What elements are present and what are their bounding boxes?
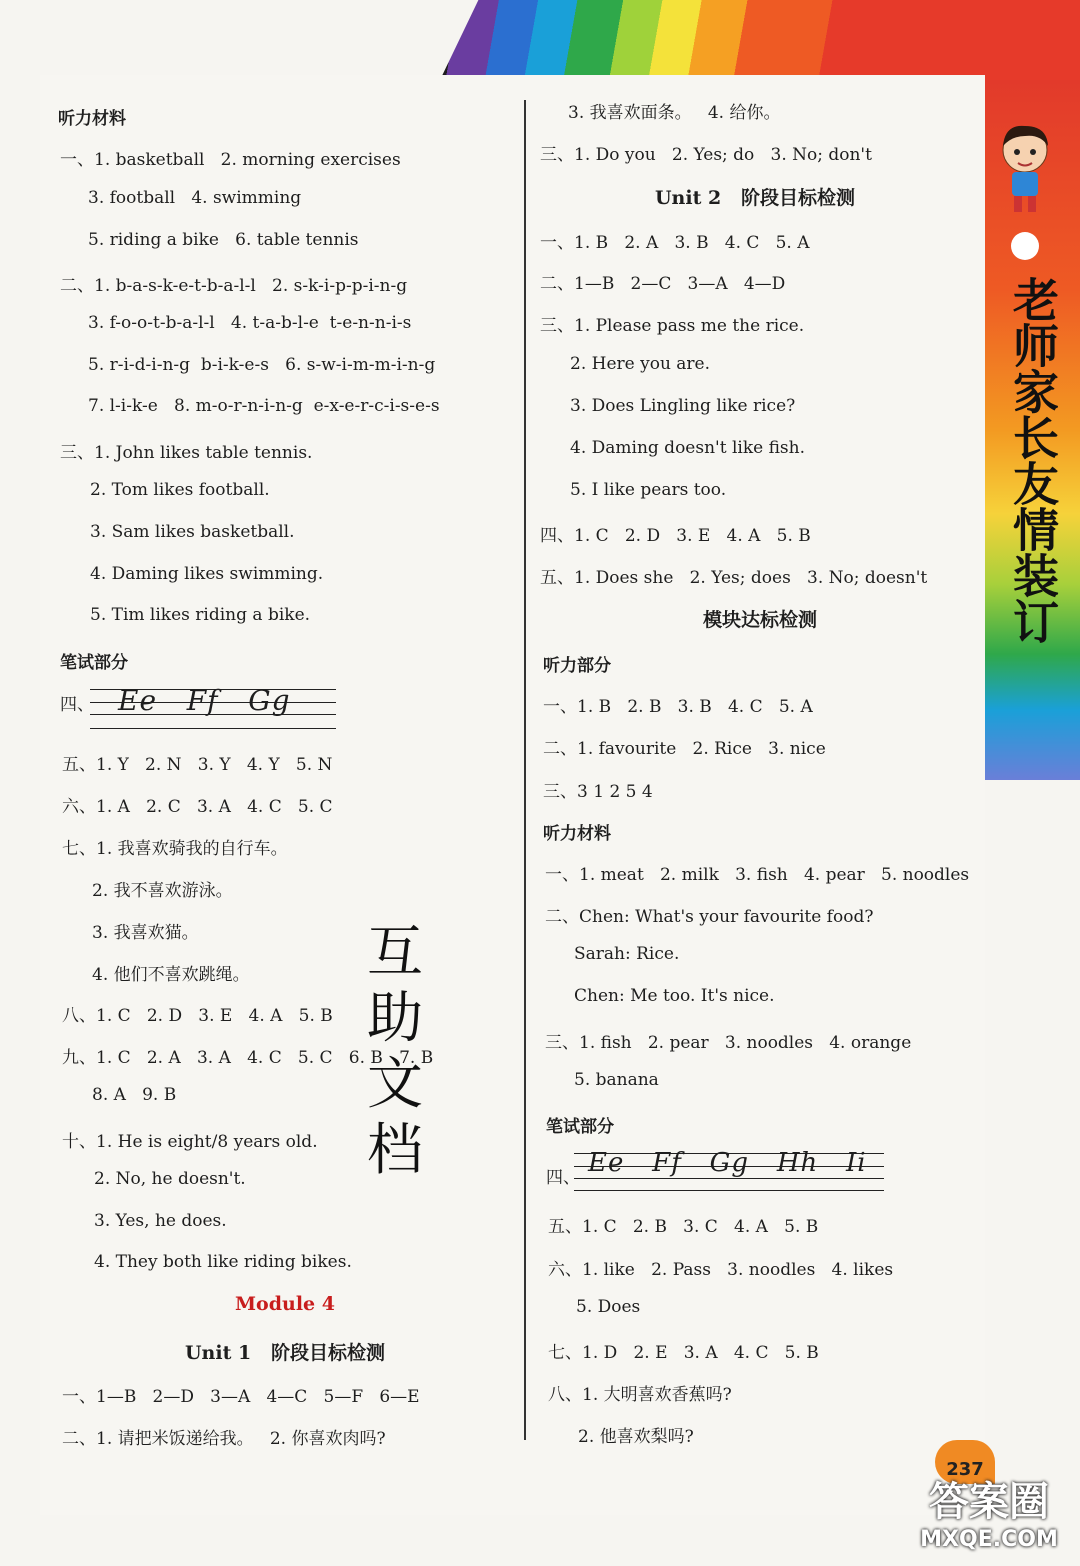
answer-line: 五、1. Does she 2. Yes; does 3. No; doesn't bbox=[540, 568, 928, 588]
answer-line: 二、1—B 2—C 3—A 4—D bbox=[540, 274, 786, 294]
answer-line: 三、1. Please pass me the rice. bbox=[540, 316, 805, 336]
answer-line: 三、1. fish 2. pear 3. noodles 4. orange bbox=[545, 1033, 912, 1053]
answer-line: 5. Does bbox=[576, 1297, 641, 1317]
answer-line: 3. Sam likes basketball. bbox=[90, 522, 295, 542]
answer-line: 7. l-i-k-e 8. m-o-r-n-i-n-g e-x-e-r-c-i-s-e-s bbox=[88, 396, 440, 416]
answer-line: 一、1. B 2. B 3. B 4. C 5. A bbox=[543, 697, 813, 717]
answer-line: 一、1. basketball 2. morning exercises bbox=[60, 150, 401, 170]
answer-line: 一、1. meat 2. milk 3. fish 4. pear 5. noodles bbox=[545, 865, 970, 885]
answer-line: 2. 我不喜欢游泳。 bbox=[92, 881, 233, 901]
answer-line: 一、1—B 2—D 3—A 4—C 5—F 6—E bbox=[62, 1387, 420, 1407]
answer-line: 五、1. Y 2. N 3. Y 4. Y 5. N bbox=[62, 755, 333, 775]
handwriting-label: 四、 bbox=[546, 1168, 580, 1188]
answer-line: 2. No, he doesn't. bbox=[94, 1169, 246, 1189]
answer-line: 3. 我喜欢猫。 bbox=[92, 923, 199, 943]
answer-line: 5. Tim likes riding a bike. bbox=[90, 605, 311, 625]
answer-line: 二、1. favourite 2. Rice 3. nice bbox=[543, 739, 826, 759]
handwriting-letters: Ee Ff Gg bbox=[118, 684, 291, 717]
answer-line: 4. 他们不喜欢跳绳。 bbox=[92, 965, 250, 985]
module-title: Module 4 bbox=[235, 1293, 335, 1315]
answer-line: 二、Chen: What's your favourite food? bbox=[545, 907, 874, 927]
answer-line: 3. football 4. swimming bbox=[88, 188, 302, 208]
module-test-title: 模块达标检测 bbox=[702, 609, 817, 631]
page-number: 237 bbox=[935, 1440, 995, 1484]
answer-line: 5. riding a bike 6. table tennis bbox=[88, 230, 359, 250]
answer-line: 2. Here you are. bbox=[570, 354, 711, 374]
handwriting-letters: Ee Ff Gg Hh Ii bbox=[588, 1148, 867, 1178]
rainbow-banner bbox=[440, 0, 1080, 80]
answer-line: 2. Tom likes football. bbox=[90, 480, 270, 500]
boy-mascot-icon bbox=[990, 118, 1060, 218]
answer-line: 3. 我喜欢面条。 4. 给你。 bbox=[568, 103, 781, 123]
binding-title: 老师家长友情装订 bbox=[1006, 276, 1060, 644]
site-logo-name: 答案圈 bbox=[929, 1479, 1049, 1525]
answer-line: 四、1. C 2. D 3. E 4. A 5. B bbox=[540, 526, 811, 546]
section-heading: 笔试部分 bbox=[60, 653, 128, 673]
answer-line: 十、1. He is eight/8 years old. bbox=[62, 1132, 318, 1152]
answer-line: 八、1. 大明喜欢香蕉吗? bbox=[548, 1385, 732, 1405]
section-heading: 笔试部分 bbox=[546, 1117, 614, 1137]
handwriting-label: 四、 bbox=[60, 695, 94, 715]
answer-line: 4. Daming doesn't like fish. bbox=[570, 438, 805, 458]
unit-title: Unit 2 阶段目标检测 bbox=[654, 187, 856, 209]
handwritten-watermark: 互 助 文 档 bbox=[367, 920, 423, 1183]
sidebar-dot bbox=[1011, 232, 1039, 260]
section-heading: 听力材料 bbox=[58, 109, 126, 129]
answer-line: 3. f-o-o-t-b-a-l-l 4. t-a-b-l-e t-e-n-n-i-s bbox=[88, 313, 412, 333]
answer-line: 三、1. Do you 2. Yes; do 3. No; don't bbox=[540, 145, 872, 165]
answer-line: Chen: Me too. It's nice. bbox=[574, 986, 775, 1006]
answer-line: 5. I like pears too. bbox=[570, 480, 727, 500]
answer-line: 3. Yes, he does. bbox=[94, 1211, 227, 1231]
section-heading: 听力材料 bbox=[543, 824, 611, 844]
answer-line: 八、1. C 2. D 3. E 4. A 5. B bbox=[62, 1006, 333, 1026]
answer-line: 三、1. John likes table tennis. bbox=[60, 443, 313, 463]
site-logo bbox=[900, 1478, 1078, 1564]
answer-line: 一、1. B 2. A 3. B 4. C 5. A bbox=[540, 233, 810, 253]
site-logo-url: MXQE.COM bbox=[920, 1527, 1058, 1552]
answer-line: Sarah: Rice. bbox=[574, 944, 680, 964]
answer-line: 六、1. A 2. C 3. A 4. C 5. C bbox=[62, 797, 333, 817]
answer-line: 二、1. b-a-s-k-e-t-b-a-l-l 2. s-k-i-p-p-i-n-g bbox=[60, 276, 408, 296]
answer-line: 九、1. C 2. A 3. A 4. C 5. C 6. B 7. B bbox=[62, 1048, 434, 1068]
answer-line: 4. They both like riding bikes. bbox=[94, 1252, 352, 1272]
answer-line: 8. A 9. B bbox=[92, 1085, 177, 1105]
unit-title: Unit 1 阶段目标检测 bbox=[184, 1342, 386, 1364]
answer-line: 五、1. C 2. B 3. C 4. A 5. B bbox=[548, 1217, 819, 1237]
column-divider bbox=[524, 100, 526, 1440]
answer-line: 七、1. 我喜欢骑我的自行车。 bbox=[62, 839, 288, 859]
answer-line: 三、3 1 2 5 4 bbox=[543, 782, 653, 802]
answer-line: 六、1. like 2. Pass 3. noodles 4. likes bbox=[548, 1260, 894, 1280]
answer-line: 5. r-i-d-i-n-g b-i-k-e-s 6. s-w-i-m-m-i-n-g bbox=[88, 355, 436, 375]
answer-line: 七、1. D 2. E 3. A 4. C 5. B bbox=[548, 1343, 819, 1363]
answer-line: 2. 他喜欢梨吗? bbox=[578, 1427, 694, 1447]
answer-line: 4. Daming likes swimming. bbox=[90, 564, 324, 584]
answer-line: 3. Does Lingling like rice? bbox=[570, 396, 796, 416]
answer-line: 5. banana bbox=[574, 1070, 659, 1090]
answer-line: 二、1. 请把米饭递给我。 2. 你喜欢肉吗? bbox=[62, 1429, 386, 1449]
section-heading: 听力部分 bbox=[543, 656, 611, 676]
